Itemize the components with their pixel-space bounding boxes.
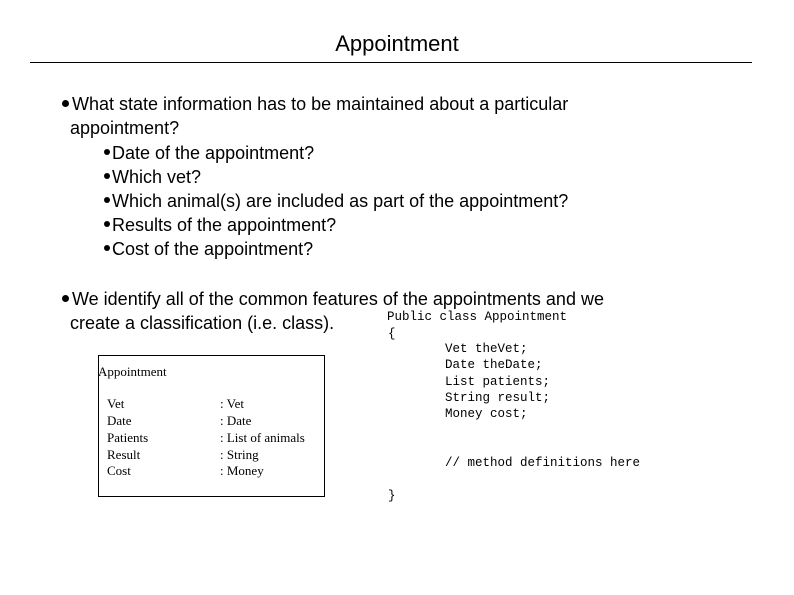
bullet-1-line-2: appointment? (70, 118, 180, 138)
sub-bullet-dot-icon (104, 149, 110, 155)
bullet-dot-icon (62, 100, 69, 107)
sub-bullet-4: Results of the appointment? (104, 213, 336, 237)
uml-attribute-name: Date (107, 413, 132, 428)
title-underline (30, 62, 752, 63)
code-class-header: Public class Appointment (387, 310, 568, 324)
code-field: List patients; (445, 375, 551, 389)
bullet-2-line-1: We identify all of the common features of the appointments and we (62, 287, 604, 311)
bullet-2-line-2: create a classification (i.e. class). (70, 313, 335, 333)
bullet-dot-icon (62, 295, 69, 302)
uml-attribute-name: Patients (107, 430, 149, 445)
sub-bullet-3: Which animal(s) are included as part of the appointment? (104, 189, 568, 213)
uml-attribute-type: : String (220, 447, 259, 462)
code-field: String result; (445, 391, 551, 405)
uml-attribute-type: : Vet (220, 396, 244, 411)
sub-bullet-dot-icon (104, 173, 110, 179)
sub-bullet-dot-icon (104, 197, 110, 203)
uml-attribute-name: Result (107, 447, 141, 462)
uml-attribute-type: : Money (220, 463, 264, 478)
bullet-1-line-1: What state information has to be maintained about a particular (62, 92, 568, 116)
uml-attribute-type: : Date (220, 413, 252, 428)
uml-class-name: Appointment (98, 364, 167, 379)
uml-attribute-name: Vet (107, 396, 125, 411)
sub-bullet-dot-icon (104, 245, 110, 251)
code-field: Date theDate; (445, 358, 543, 372)
sub-bullet-5: Cost of the appointment? (104, 237, 313, 261)
uml-attribute-type: : List of animals (220, 430, 305, 445)
code-close-brace: } (388, 489, 396, 503)
slide-title: Appointment (335, 31, 459, 56)
sub-bullet-2: Which vet? (104, 165, 201, 189)
code-field: Vet theVet; (445, 342, 528, 356)
sub-bullet-1: Date of the appointment? (104, 141, 314, 165)
uml-attribute-name: Cost (107, 463, 131, 478)
code-comment: // method definitions here (445, 456, 641, 470)
code-field: Money cost; (445, 407, 528, 421)
sub-bullet-dot-icon (104, 221, 110, 227)
code-open-brace: { (388, 327, 396, 341)
